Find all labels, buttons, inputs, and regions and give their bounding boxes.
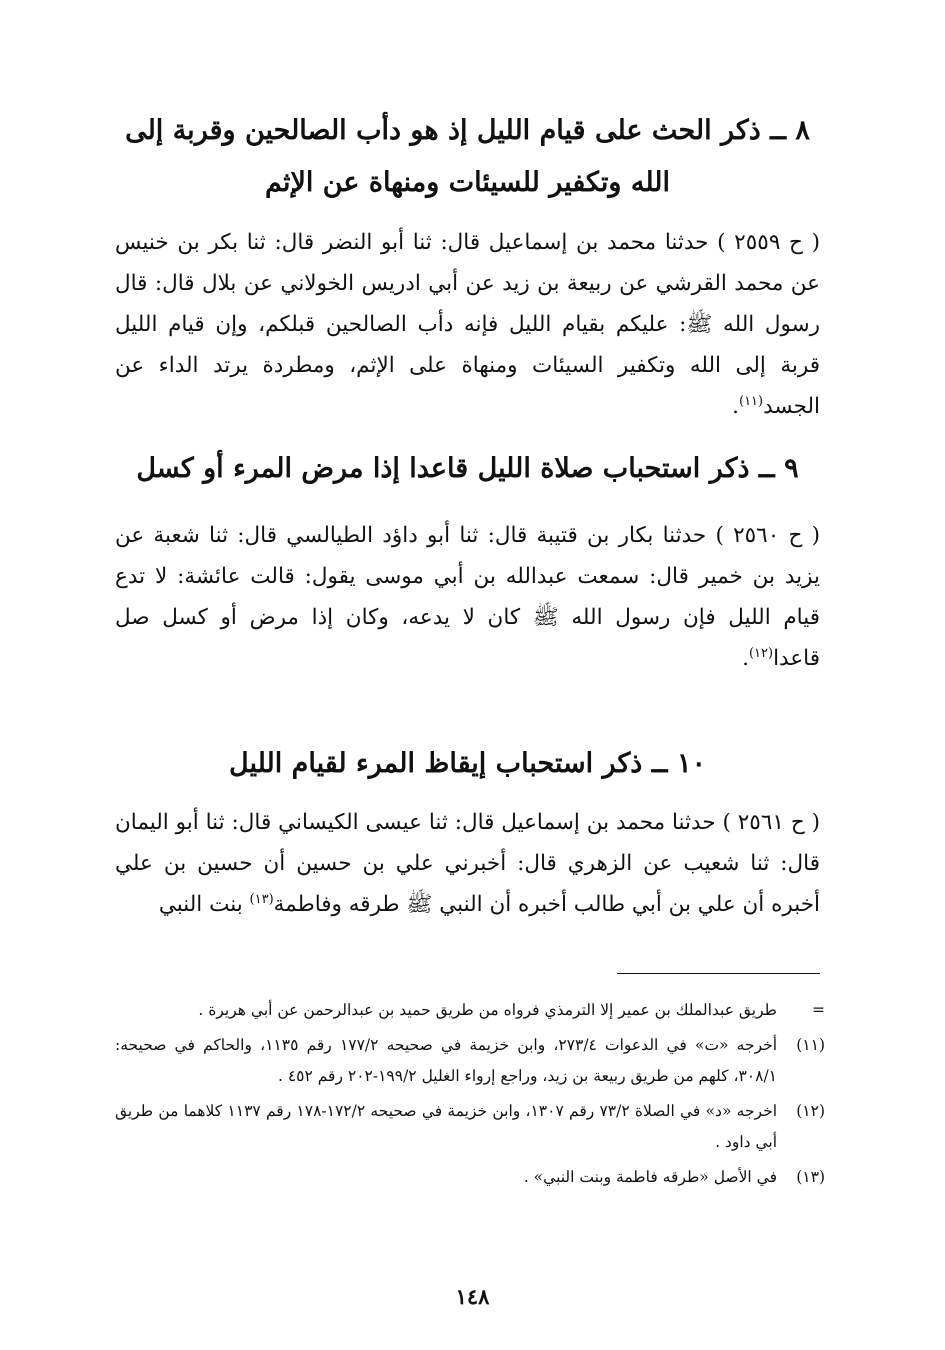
footnote-ref-12[interactable]: (١٢)	[748, 645, 774, 661]
footnote-ref-13[interactable]: (١٣)	[249, 891, 274, 907]
footnote-number: (١٣)	[796, 1168, 825, 1186]
hadith-2561-end: بنت النبي	[158, 892, 250, 917]
footnote-number: =	[812, 1001, 825, 1019]
footnotes-list	[115, 995, 825, 1197]
section-9-heading: ٩ ــ ذكر استحباب صلاة الليل قاعدا إذا مرض المرء أو كسل	[136, 453, 799, 484]
hadith-2561	[115, 802, 820, 925]
page-number: ١٤٨	[455, 1284, 490, 1309]
footnote-number: (١٢)	[796, 1102, 825, 1120]
hadith-2559-end: .	[732, 394, 739, 419]
footnote-item	[115, 1030, 825, 1092]
footnote-item	[115, 1096, 825, 1158]
footnote-divider	[617, 973, 820, 974]
section-8-heading: ٨ ــ ذكر الحث على قيام الليل إذ هو دأب الصالحين وقربة إلى الله وتكفير للسيئات ومنهاة عن الإثم	[125, 115, 810, 198]
hadith-2560-text: ( ح ٢٥٦٠ ) حدثنا بكار بن قتيبة قال: ثنا أبو داؤد الطيالسي قال: ثنا شعبة عن يزيد بن خمير قال: سمعت عبدالله بن أبي موسى يقول: قالت عائشة: لا تدع قيام الليل فإن رسول الله ﷺ كان لا يدعه، وكان إذا مرض أو كسل صل قاعدا	[115, 523, 820, 671]
hadith-2560-end: .	[742, 646, 749, 671]
hadith-2560	[115, 515, 820, 679]
footnote-text: في الأصل «طرقه فاطمة وبنت النبي» .	[523, 1168, 777, 1186]
section-10-heading: ١٠ ــ ذكر استحباب إيقاظ المرء لقيام الليل	[229, 748, 706, 779]
footnote-item	[115, 995, 825, 1026]
hadith-2559-text: ( ح ٢٥٥٩ ) حدثنا محمد بن إسماعيل قال: ثنا أبو النضر قال: ثنا بكر بن خنيس عن محمد القرشي عن ربيعة بن زيد عن أبي ادريس الخولاني عن بلال قال: قال رسول الله ﷺ: عليكم بقيام الليل فإنه دأب الصالحين قبلكم، وإن قيام الليل قربة إلى الله وتكفير السيئات ومنهاة على الإثم، ومطردة يرتد الداء عن الجسد	[115, 230, 820, 419]
hadith-2559	[115, 222, 820, 427]
footnote-ref-11[interactable]: (١١)	[739, 393, 764, 409]
footnote-text: طريق عبدالملك بن عمير إلا الترمذي فرواه من طريق حميد بن عبدالرحمن عن أبي هريرة .	[198, 1001, 777, 1019]
footnote-text: أخرجه «ت» في الدعوات ٢٧٣/٤، وابن خزيمة في صحيحه ١٧٧/٢ رقم ١١٣٥، والحاكم في صحيحه: ٣٠٨/١، كلهم من طريق ربيعة بن زيد، وراجع إرواء الغليل ١٩٩/٢-٢٠٢ رقم ٤٥٢ .	[115, 1036, 778, 1085]
hadith-2561-text: ( ح ٢٥٦١ ) حدثنا محمد بن إسماعيل قال: ثنا عيسى الكيساني قال: ثنا أبو اليمان قال: ثنا شعيب عن الزهري قال: أخبرني علي بن حسين أن حسين بن علي أخبره أن علي بن أبي طالب أخبره أن النبي ﷺ طرقه وفاطمة	[115, 810, 820, 917]
footnote-item	[115, 1162, 825, 1193]
footnote-text: اخرجه «د» في الصلاة ٧٣/٢ رقم ١٣٠٧، وابن خزيمة في صحيحه ١٧٢/٢-١٧٨ رقم ١١٣٧ كلاهما من طريق أبي داود .	[115, 1102, 777, 1151]
footnote-number: (١١)	[796, 1036, 825, 1054]
